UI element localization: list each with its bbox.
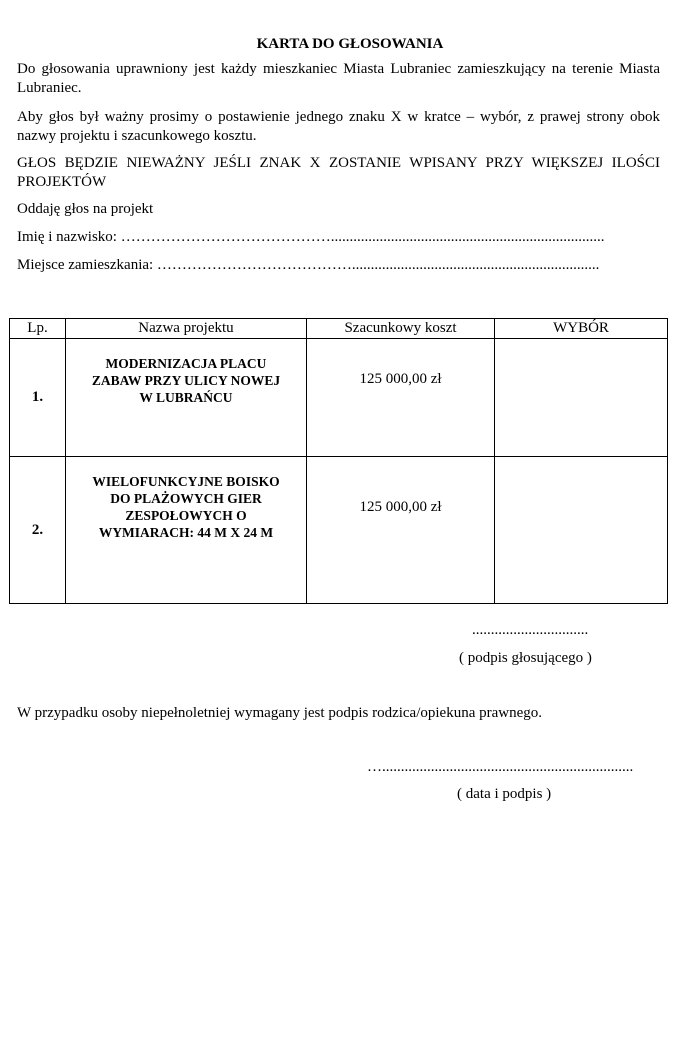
row-number: 2. [10,457,66,604]
voter-signature-line[interactable]: ............................... [472,622,589,638]
header-lp: Lp. [10,319,66,339]
eligibility-paragraph: Do głosowania uprawniony jest każdy mieszkaniec Miasta Lubraniec zamieszkujący na terenie Miasta Lubraniec. [17,61,660,96]
invalid-vote-warning: GŁOS BĘDZIE NIEWAŻNY JEŚLI ZNAK X ZOSTANIE WPISANY PRZY WIĘKSZEJ ILOŚCI PROJEKTÓW [17,155,660,190]
project-name-line: DO PLAŻOWYCH GIER [110,491,262,506]
vote-for-label: Oddaję głos na projekt [17,201,154,217]
header-project-name: Nazwa projektu [66,319,307,339]
guardian-signature-label: ( data i podpis ) [457,786,552,802]
choice-box[interactable] [495,339,668,457]
name-field-line[interactable]: Imię i nazwisko: ……………………………………......................................................................... [17,229,605,245]
residence-field-line[interactable]: Miejsce zamieszkania: ………………………………….................................................................. [17,257,600,273]
project-name-line: ZABAW PRZY ULICY NOWEJ [91,373,281,388]
table-row [10,457,668,604]
table-header-row [10,319,668,339]
page-title: KARTA DO GŁOSOWANIA [256,36,444,52]
projects-table [9,318,668,604]
minor-consent-note: W przypadku osoby niepełnoletniej wymagany jest podpis rodzica/opiekuna prawnego. [17,705,542,721]
choice-box[interactable] [495,457,668,604]
voter-signature-label: ( podpis głosującego ) [459,650,592,666]
table-row [10,339,668,457]
header-estimated-cost: Szacunkowy koszt [307,319,495,339]
project-name-line: W LUBRAŃCU [139,390,233,405]
project-name-line: WYMIARACH: 44 M X 24 M [98,525,274,540]
project-name-line: WIELOFUNKCYJNE BOISKO [92,474,280,489]
guardian-signature-line[interactable]: …................................................................... [367,759,634,775]
header-choice: WYBÓR [495,319,668,339]
row-number: 1. [10,339,66,457]
project-name-line: MODERNIZACJA PLACU [105,356,267,371]
project-name [66,457,307,604]
project-cost: 125 000,00 zł [307,339,495,457]
instructions-paragraph: Aby głos był ważny prosimy o postawienie jednego znaku X w kratce – wybór, z prawej strony obok nazwy projektu i szacunkowego kosztu. [17,109,660,144]
project-cost: 125 000,00 zł [307,457,495,604]
project-name-line: ZESPOŁOWYCH O [125,508,247,523]
project-name [66,339,307,457]
